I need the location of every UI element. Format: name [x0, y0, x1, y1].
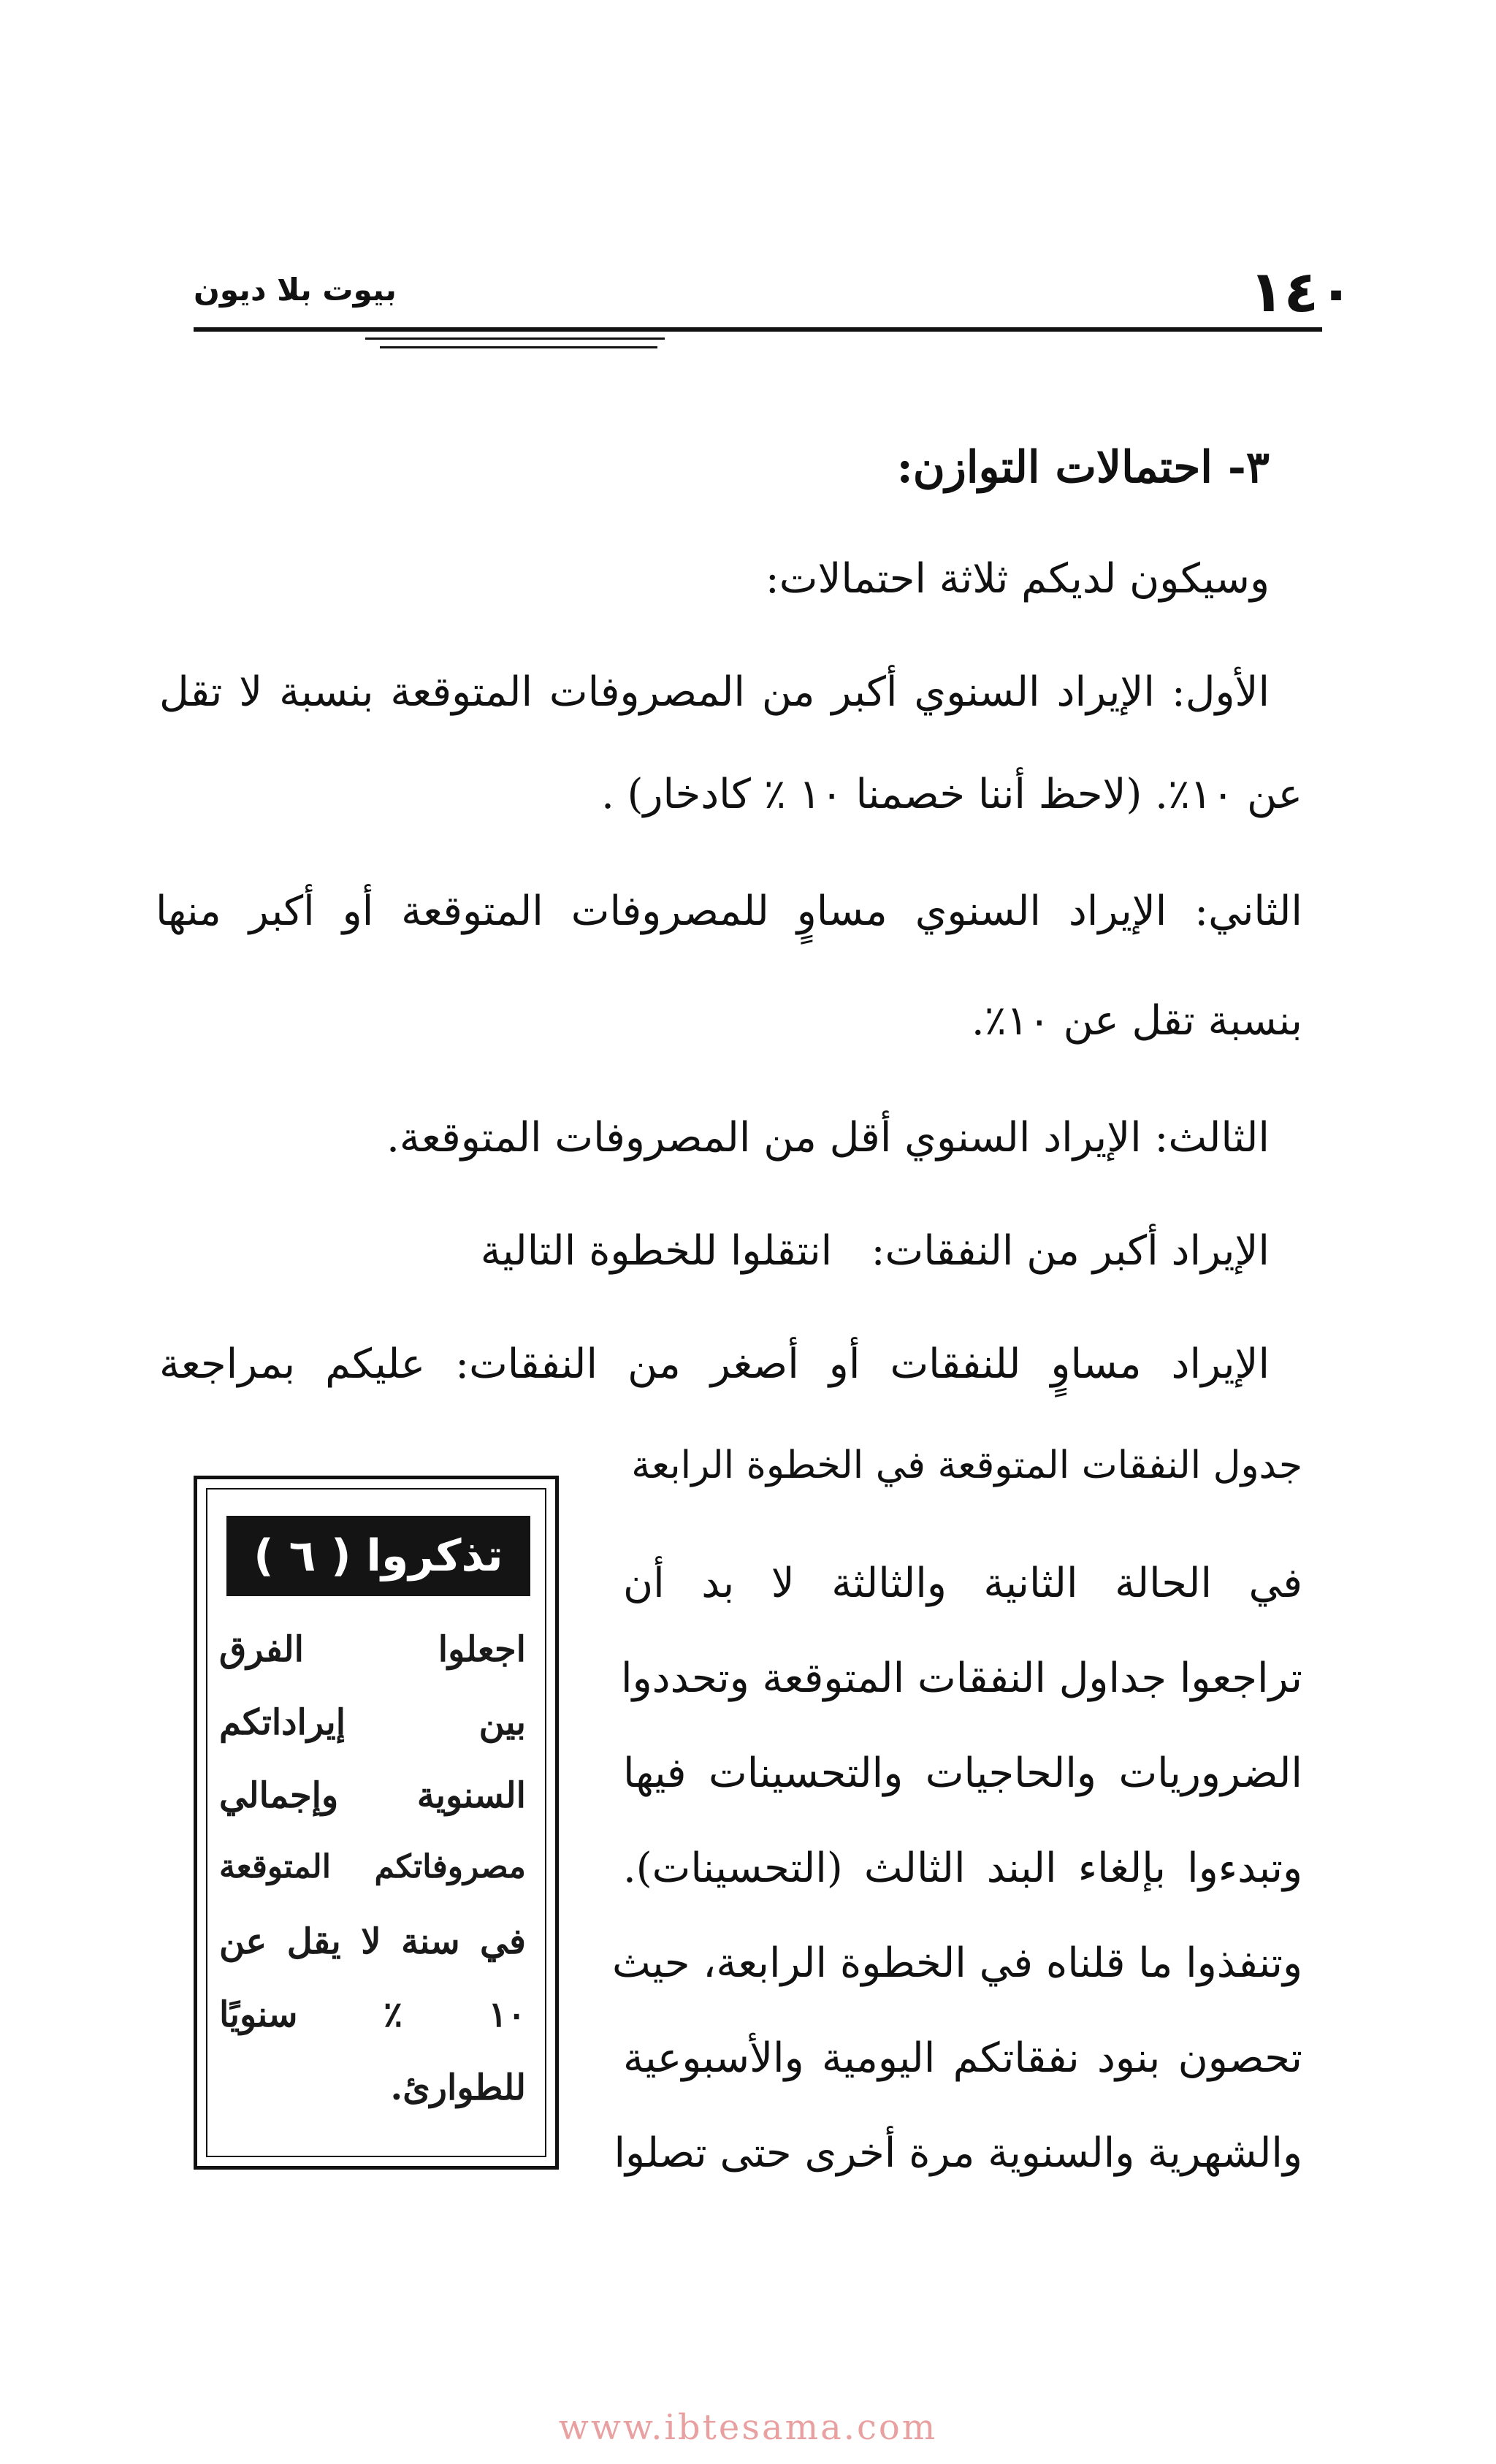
reminder-line: السنوية وإجمالي [219, 1775, 526, 1816]
second-case-line: الثاني: الإيراد السنوي مساوٍ للمصروفات المتوقعة أو أكبر منها [156, 888, 1302, 935]
running-title: بيوت بلا ديون [194, 272, 397, 308]
header-rule-decor [365, 337, 665, 340]
reminder-line: مصروفاتكم المتوقعة [219, 1848, 526, 1885]
reminder-title-bar [226, 1516, 530, 1596]
reminder-box [194, 1476, 559, 2170]
page-number: ١٤٠ [1249, 259, 1354, 325]
section-heading: ٣- احتمالات التوازن: [896, 442, 1270, 493]
site-watermark: www.ibtesama.com [558, 2407, 938, 2448]
paragraph-line: وتبدءوا بإلغاء البند الثالث (التحسينات). [623, 1845, 1302, 1892]
paragraph-line: والشهرية والسنوية مرة أخرى حتى تصلوا [614, 2129, 1302, 2177]
third-case-line: الثالث: الإيراد السنوي أقل من المصروفات المتوقعة. [386, 1114, 1270, 1162]
reminder-line: للطوارئ. [390, 2067, 526, 2108]
rule-equal-line: جدول النفقات المتوقعة في الخطوة الرابعة [631, 1443, 1302, 1487]
reminder-line: ١٠ ٪ سنويًا [219, 1994, 526, 2035]
rule-greater-line: الإيراد أكبر من النفقات: انتقلوا للخطوة التالية [480, 1227, 1270, 1275]
second-case-line: بنسبة تقل عن ١٠٪. [971, 997, 1302, 1045]
first-case-line: عن ١٠٪. (لاحظ أننا خصمنا ١٠ ٪ كادخار) . [601, 771, 1302, 818]
reminder-line: اجعلوا الفرق [219, 1629, 526, 1670]
header-rule [194, 327, 1322, 332]
paragraph-line: الضروريات والحاجيات والتحسينات فيها [623, 1750, 1302, 1797]
paragraph-line: تراجعوا جداول النفقات المتوقعة وتحددوا [621, 1655, 1302, 1702]
reminder-line: في سنة لا يقل عن [219, 1921, 526, 1962]
header-rule-decor [380, 346, 657, 348]
paragraph-line: تحصون بنود نفقاتكم اليومية والأسبوعية [623, 2034, 1302, 2082]
rule-equal-line: الإيراد مساوٍ للنفقات أو أصغر من النفقات: عليكم بمراجعة [159, 1340, 1270, 1388]
first-case-line: الأول: الإيراد السنوي أكبر من المصروفات المتوقعة بنسبة لا تقل [159, 668, 1270, 716]
paragraph-line: وتنفذوا ما قلناه في الخطوة الرابعة، حيث [611, 1939, 1302, 1987]
reminder-title: تذكروا ( ٦ ) [253, 1530, 503, 1582]
paragraph-line: في الحالة الثانية والثالثة لا بد أن [623, 1560, 1302, 1607]
reminder-line: بين إيراداتكم [219, 1702, 526, 1743]
intro-line: وسيكون لديكم ثلاثة احتمالات: [765, 555, 1270, 603]
